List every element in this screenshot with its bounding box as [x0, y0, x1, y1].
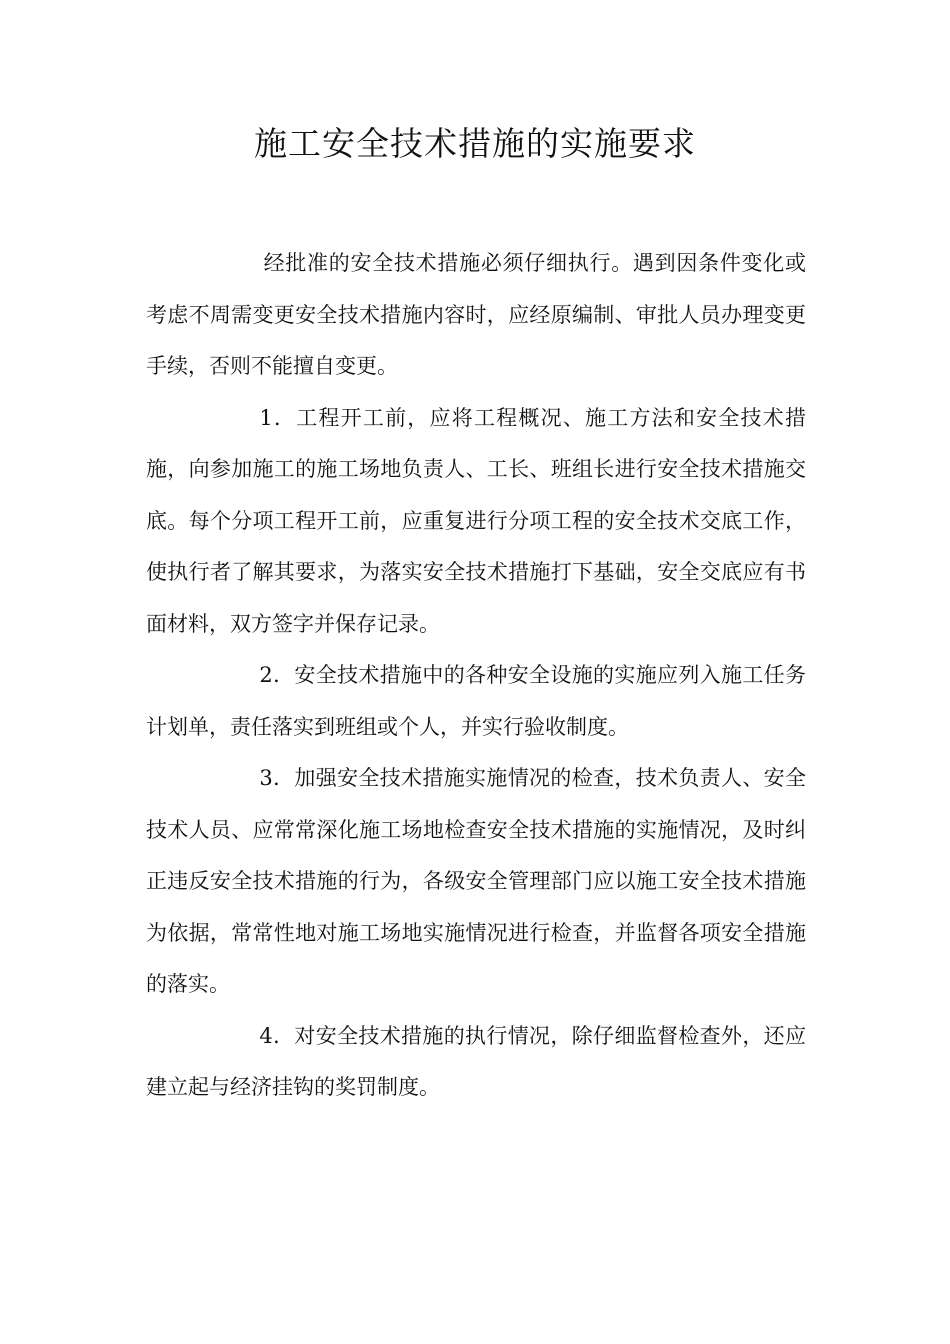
paragraph-item-3: 3．加强安全技术措施实施情况的检查，技术负责人、安全技术人员、应常常深化施工场地检查安全技术措施的实施情况，及时纠正违反安全技术措施的行为，各级安全管理部门应以施工安全技术措施为依据，常常性地对施工场地实施情况进行检查，并监督各项安全措施的落实。 — [146, 766, 806, 996]
paragraph-intro: 经批准的安全技术措施必须仔细执行。遇到因条件变化或考虑不周需变更安全技术措施内容时，应经原编制、审批人员办理变更手续，否则不能擅自变更。 — [146, 251, 806, 378]
paragraph-item-4: 4．对安全技术措施的执行情况，除仔细监督检查外，还应建立起与经济挂钩的奖罚制度。 — [146, 1023, 806, 1099]
document-body — [146, 238, 806, 1114]
paragraph-item-1: 1．工程开工前，应将工程概况、施工方法和安全技术措施，向参加施工的施工场地负责人、工长、班组长进行安全技术措施交底。每个分项工程开工前，应重复进行分项工程的安全技术交底工作，使执行者了解其要求，为落实安全技术措施打下基础，安全交底应有书面材料，双方签字并保存记录。 — [146, 405, 806, 636]
document-title: 施工安全技术措施的实施要求 — [254, 124, 696, 163]
paragraph-item-2: 2．安全技术措施中的各种安全设施的实施应列入施工任务计划单，责任落实到班组或个人，并实行验收制度。 — [146, 663, 806, 739]
